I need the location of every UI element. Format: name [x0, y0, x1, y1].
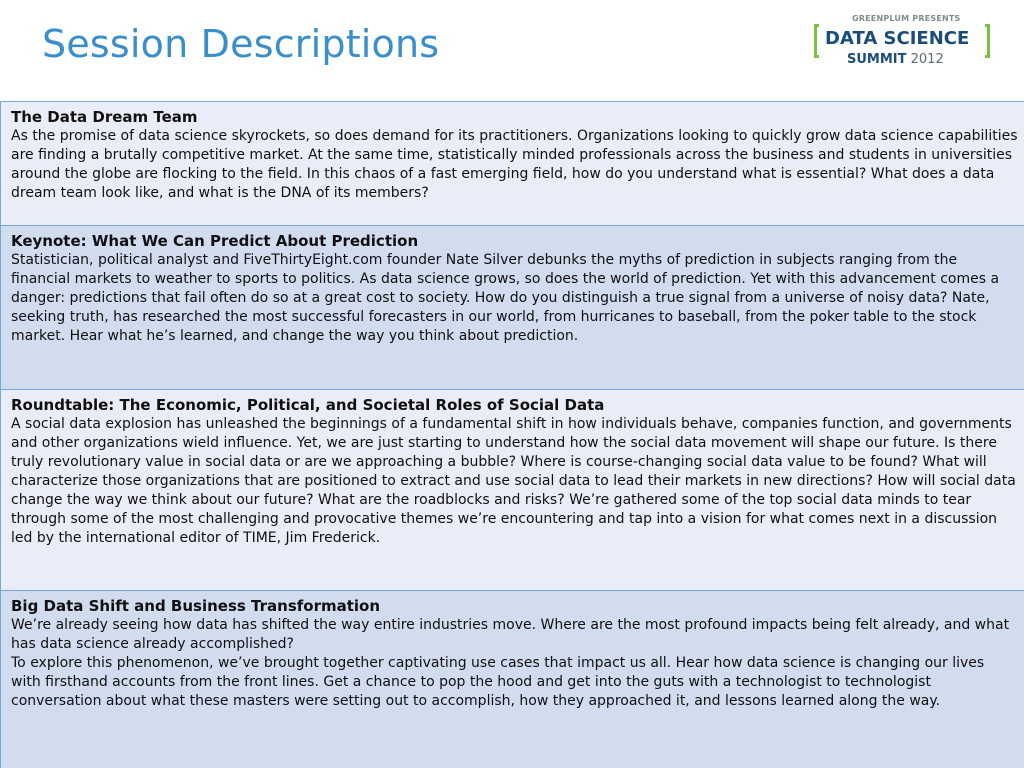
logo-summit-text: SUMMIT [847, 52, 907, 67]
logo-summit-line [847, 52, 944, 67]
session-description: As the promise of data science skyrockets, so does demand for its practitioners. Organizations looking to quickly grow data science capabilities are finding a brutally competitive market. At the same time, statistically minded professionals across the business and students in universities around the globe are flocking to the field. In this chaos of a fast emerging field, how do you understand what is essential? What does a data dream team look like, and what is the DNA of its members? [11, 128, 1018, 201]
logo-name-text: DATA SCIENCE [825, 28, 970, 49]
session-row [0, 389, 1024, 590]
session-description: To explore this phenomenon, we’ve brought together captivating use cases that impact us all. Hear how data science is changing our lives with firsthand accounts from the front lines. Get a chance to pop the hood and get into the guts with a technologist to technologist conversation about what these masters were setting out to accomplish, how they approached it, and lessons learned along the way. [11, 655, 985, 709]
session-table [0, 101, 1024, 768]
session-row [0, 590, 1024, 768]
session-row [0, 101, 1024, 225]
page-title: Session Descriptions [42, 22, 440, 66]
session-title: Roundtable: The Economic, Political, and Societal Roles of Social Data [11, 396, 605, 414]
logo-right-bracket-icon [985, 24, 990, 58]
data-science-summit-logo [812, 14, 994, 74]
session-title: Big Data Shift and Business Transformation [11, 597, 381, 615]
logo-left-bracket-icon [814, 24, 819, 58]
session-description: A social data explosion has unleashed the beginnings of a fundamental shift in how individuals behave, companies function, and governments and other organizations wield influence. Yet, we are just starting to understand how the social data movement will shape our future. Is there truly revolutionary value in social data or are we approaching a bubble? Where is course-changing social data value to be found? What will characterize those organizations that are positioned to extract and use social data to lead their markets in new directions? How will social data change the way we think about our future? What are the roadblocks and risks? We’re gathered some of the top social data minds to tear through some of the most challenging and provocative themes we’re encountering and tap into a vision for what comes next in a discussion led by the international editor of TIME, Jim Frederick. [11, 416, 1016, 546]
logo-year-text: 2012 [910, 52, 944, 67]
session-title: Keynote: What We Can Predict About Prediction [11, 232, 419, 250]
session-title: The Data Dream Team [11, 108, 198, 126]
session-row [0, 225, 1024, 389]
session-description: Statistician, political analyst and FiveThirtyEight.com founder Nate Silver debunks the myths of prediction in subjects ranging from the financial markets to weather to sports to politics. As data science grows, so does the world of prediction. Yet with this advancement comes a danger: predictions that fail often do so at a great cost to society. How do you distinguish a true signal from a universe of noisy data? Nate, seeking truth, has researched the most successful forecasters in our world, from hurricanes to baseball, from the poker table to the stock market. Hear what he’s learned, and change the way you think about prediction. [11, 252, 1000, 344]
session-description: We’re already seeing how data has shifted the way entire industries move. Where are the most profound impacts being felt already, and what has data science already accomplished? [11, 617, 1010, 652]
logo-presents-text: GREENPLUM PRESENTS [852, 14, 961, 23]
